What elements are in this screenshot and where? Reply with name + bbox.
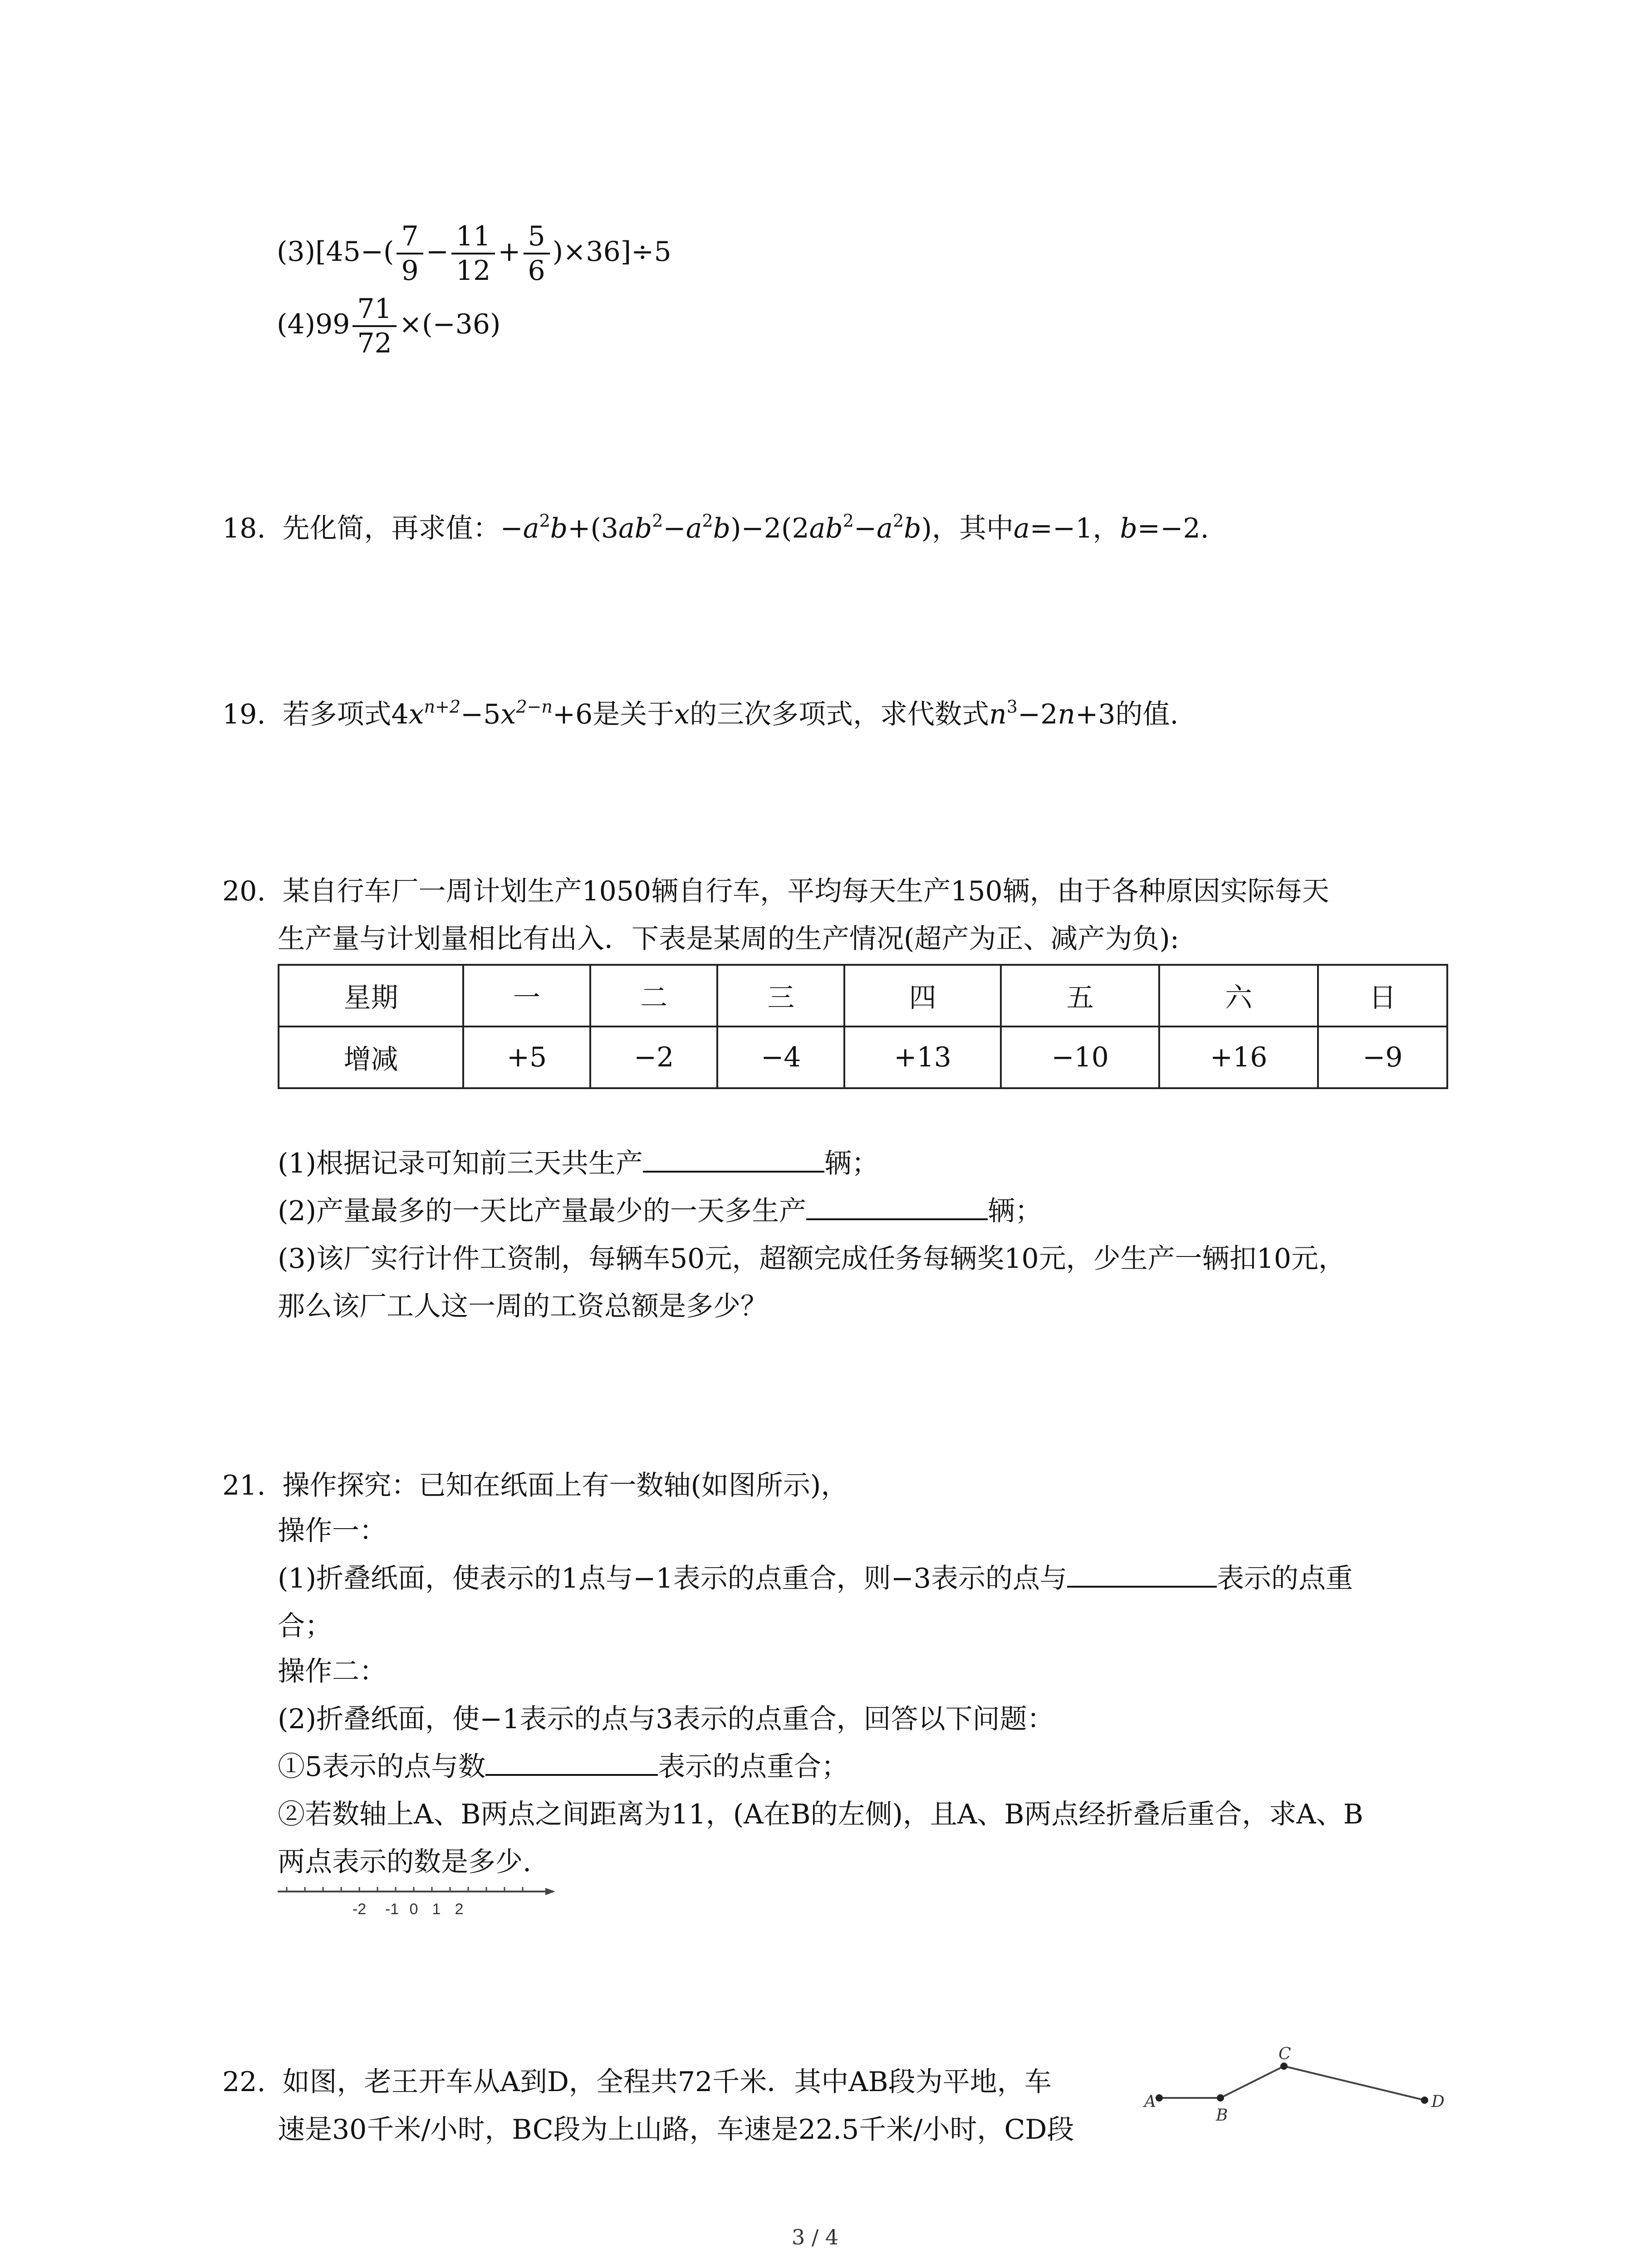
denominator: 12	[456, 255, 491, 287]
answer-blank[interactable]	[485, 1747, 658, 1776]
table-cell: 二	[590, 965, 717, 1026]
question-number: 18.	[222, 513, 266, 544]
q20-text: (1)根据记录可知前三天共生产	[278, 1148, 643, 1179]
q20-part1	[278, 1143, 879, 1184]
table-cell: −2	[590, 1026, 717, 1088]
table-cell: 一	[463, 965, 590, 1026]
question-20-line2: 生产量与计划量相比有出入．下表是某周的生产情况(超产为正、减产为负):	[278, 923, 1180, 955]
table-cell: 五	[1001, 965, 1159, 1026]
numerator: 5	[524, 220, 550, 254]
q18-text: =−1，	[1029, 513, 1120, 544]
table-cell: +13	[844, 1026, 1001, 1088]
q18-text: +(3	[568, 513, 619, 544]
exp: 2	[892, 511, 904, 531]
exp: 2	[539, 511, 550, 531]
q18-text: −	[663, 513, 686, 544]
var: x	[408, 699, 424, 730]
page-number: 3 / 4	[792, 2225, 839, 2249]
fraction	[353, 293, 396, 360]
axis-arrow-icon	[545, 1888, 555, 1895]
expr-text: )×36]÷5	[552, 236, 671, 268]
question-number: 22.	[222, 2066, 266, 2098]
q19-text: +6是关于	[552, 699, 675, 730]
q20-text: 辆；	[824, 1148, 879, 1179]
q19-text: 若多项式4	[282, 699, 409, 730]
q20-part3-line1: (3)该厂实行计件工资制，每辆车50元，超额完成任务每辆奖10元，少生产一辆扣10元，	[278, 1243, 1346, 1275]
label-c: C	[1279, 2045, 1291, 2063]
point-b	[1217, 2094, 1224, 2102]
numerator: 7	[397, 220, 423, 254]
q18-text: =−2.	[1137, 513, 1209, 544]
operator: +	[498, 236, 521, 268]
numerator: 71	[353, 293, 396, 327]
table-cell: −10	[1001, 1026, 1159, 1088]
var: n	[989, 699, 1007, 730]
axis-label: 2	[455, 1901, 464, 1918]
point-d	[1421, 2097, 1428, 2104]
var: x	[500, 699, 516, 730]
q17-part4	[277, 286, 500, 363]
var: a	[523, 513, 539, 544]
var: ab	[809, 513, 843, 544]
question-19	[222, 694, 1179, 735]
q21-line5: 操作二：	[278, 1656, 387, 1687]
question-number: 19.	[222, 699, 266, 730]
answer-blank[interactable]	[643, 1144, 824, 1173]
q20-text: (2)产量最多的一天比产量最少的一天多生产	[278, 1195, 806, 1227]
var: a	[1013, 513, 1030, 544]
fraction	[524, 220, 550, 287]
label-b: B	[1216, 2106, 1228, 2125]
q21-line7	[278, 1746, 848, 1787]
var: b	[550, 513, 568, 544]
q21-text: (1)折叠纸面，使表示的1点与−1表示的点重合，则−3表示的点与	[278, 1563, 1068, 1594]
axis-label: 0	[409, 1901, 418, 1918]
var: x	[674, 699, 690, 730]
table-cell: −4	[717, 1026, 844, 1088]
table-cell: 日	[1318, 965, 1447, 1026]
exp: 2	[843, 511, 854, 531]
q20-part3-line2: 那么该厂工人这一周的工资总额是多少？	[278, 1290, 768, 1322]
q19-text: +3的值.	[1075, 699, 1179, 730]
numerator: 11	[451, 220, 495, 254]
table-cell: −9	[1318, 1026, 1447, 1088]
q18-text: )，其中	[921, 513, 1014, 544]
q19-text: −2	[1017, 699, 1058, 730]
q17-part3	[277, 213, 671, 290]
table-cell: 增减	[279, 1026, 463, 1088]
q21-line3	[278, 1558, 1353, 1599]
expr-text: (4)99	[277, 308, 350, 340]
exp: n+2	[424, 697, 461, 717]
question-22-line1	[222, 2062, 1052, 2102]
denominator: 72	[357, 327, 392, 360]
table-row	[279, 965, 1447, 1026]
table-cell: +5	[463, 1026, 590, 1088]
q21-text: 表示的点重	[1217, 1563, 1353, 1594]
expr-text: ×(−36)	[399, 308, 501, 340]
table-cell: 星期	[279, 965, 463, 1026]
axis-label: 1	[432, 1901, 441, 1918]
production-table	[278, 964, 1448, 1089]
q21-text: 表示的点重合；	[658, 1751, 849, 1783]
q21-line2: 操作一：	[278, 1515, 387, 1547]
axis-label: -2	[352, 1901, 367, 1918]
number-line-figure	[278, 1878, 559, 1928]
question-18	[222, 508, 1209, 549]
point-a	[1156, 2094, 1163, 2102]
q22-text: 如图，老王开车从A到D，全程共72千米．其中AB段为平地，车	[282, 2066, 1052, 2098]
fraction	[451, 220, 495, 287]
var: n	[1058, 699, 1076, 730]
answer-blank[interactable]	[806, 1191, 988, 1220]
answer-blank[interactable]	[1067, 1559, 1217, 1588]
table-cell: 六	[1159, 965, 1318, 1026]
q21-text: ①5表示的点与数	[278, 1751, 486, 1783]
label-a: A	[1144, 2092, 1156, 2111]
q20-text: 辆；	[988, 1195, 1042, 1227]
table-cell: +16	[1159, 1026, 1318, 1088]
denominator: 6	[528, 255, 545, 287]
q21-line8: ②若数轴上A、B两点之间距离为11，(A在B的左侧)，且A、B两点经折叠后重合，求A、B	[278, 1799, 1363, 1830]
operator: −	[426, 236, 449, 268]
axis-label: -1	[385, 1901, 399, 1918]
var: a	[877, 513, 893, 544]
exp: 2	[652, 511, 663, 531]
route-path	[1159, 2066, 1425, 2100]
expr-text: (3)[45−(	[277, 236, 394, 268]
q18-text: )−2(2	[730, 513, 809, 544]
question-21-line1	[222, 1465, 848, 1506]
table-row	[279, 1026, 1447, 1088]
q20-text: 某自行车厂一周计划生产1050辆自行车，平均每天生产150辆，由于各种原因实际每天	[282, 875, 1329, 907]
q21-line9: 两点表示的数是多少.	[278, 1846, 532, 1878]
denominator: 9	[401, 255, 419, 287]
var: a	[686, 513, 702, 544]
q19-text: −5	[460, 699, 501, 730]
exp: 2−n	[516, 697, 553, 717]
q21-line6: (2)折叠纸面，使−1表示的点与3表示的点重合，回答以下问题：	[278, 1703, 1054, 1735]
q18-text: 先化简，再求值：−	[282, 513, 523, 544]
table-cell: 四	[844, 965, 1001, 1026]
var: b	[904, 513, 921, 544]
exp: 2	[702, 511, 713, 531]
q22-line2: 速是30千米/小时，BC段为上山路，车速是22.5千米/小时，CD段	[278, 2114, 1074, 2146]
label-d: D	[1431, 2092, 1445, 2111]
question-number: 21.	[222, 1470, 266, 1501]
var: b	[713, 513, 731, 544]
exp: 3	[1006, 697, 1018, 717]
fraction	[397, 220, 423, 287]
q21-text: 操作探究：已知在纸面上有一数轴(如图所示)，	[282, 1470, 848, 1501]
point-c	[1280, 2063, 1288, 2070]
var: b	[1120, 513, 1137, 544]
route-figure	[1134, 2028, 1461, 2146]
q19-text: 的三次多项式，求代数式	[690, 699, 989, 730]
var: ab	[618, 513, 652, 544]
q20-part2	[278, 1191, 1042, 1232]
table-cell: 三	[717, 965, 844, 1026]
q18-text: −	[853, 513, 877, 544]
question-20-line1	[222, 871, 1329, 912]
q21-line4: 合；	[278, 1610, 332, 1642]
question-number: 20.	[222, 875, 266, 907]
